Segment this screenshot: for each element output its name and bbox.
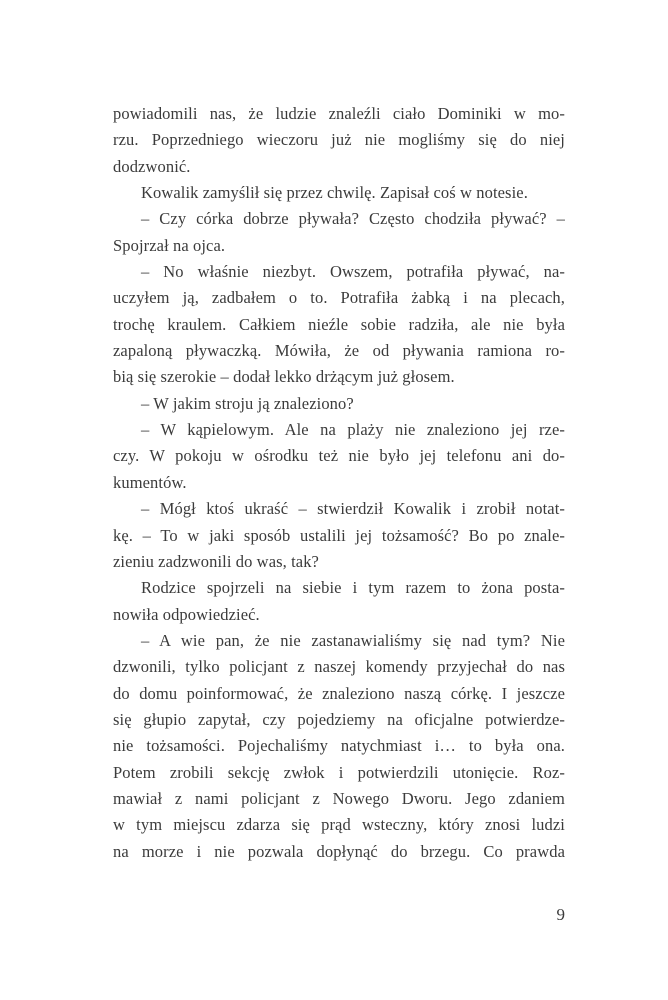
- text-line: zieniu zadzwonili do was, tak?: [113, 551, 319, 571]
- text-line: bią się szerokie – dodał lekko drżącym już głosem.: [113, 367, 455, 387]
- text-line: powiadomili nas, że ludzie znaleźli ciało Dominiki w mo-: [113, 104, 565, 123]
- text-line: Spojrzał na ojca.: [113, 235, 226, 255]
- text-line: rzu. Poprzedniego wieczoru już nie mogliśmy się do niej: [113, 130, 565, 150]
- text-line: nowiła odpowiedzieć.: [113, 604, 260, 624]
- body-text: [113, 101, 565, 865]
- text-line: Kowalik zamyślił się przez chwilę. Zapisał coś w notesie.: [141, 183, 528, 203]
- text-line: – A wie pan, że nie zastanawialiśmy się nad tym? Nie: [141, 630, 565, 650]
- text-line: zapaloną pływaczką. Mówiła, że od pływania ramiona ro-: [113, 341, 565, 361]
- text-line: Potem zrobili sekcję zwłok i potwierdzili utonięcie. Roz-: [113, 762, 565, 782]
- text-line: – Mógł ktoś ukraść – stwierdził Kowalik i zrobił notat-: [141, 499, 565, 519]
- text-line: się głupio zapytał, czy pojedziemy na oficjalne potwierdze-: [113, 709, 565, 729]
- text-line: kę. – To w jaki sposób ustalili jej tożsamość? Bo po znale-: [113, 525, 565, 545]
- text-line: do domu poinformować, że znaleziono naszą córkę. I jeszcze: [113, 683, 565, 703]
- text-line: nie tożsamości. Pojechaliśmy natychmiast i… to była ona.: [113, 736, 565, 756]
- page-number: 9: [556, 905, 565, 924]
- text-line: trochę kraulem. Całkiem nieźle sobie radziła, ale nie była: [113, 314, 565, 334]
- text-line: – Czy córka dobrze pływała? Często chodziła pływać? –: [141, 209, 565, 229]
- text-line: kumentów.: [113, 472, 187, 492]
- text-line: mawiał z nami policjant z Nowego Dworu. Jego zdaniem: [113, 788, 565, 808]
- text-line: dodzwonić.: [113, 156, 191, 176]
- text-line: – W kąpielowym. Ale na plaży nie znaleziono jej rze-: [141, 420, 565, 440]
- text-line: dzwonili, tylko policjant z naszej komendy przyjechał do nas: [113, 657, 565, 677]
- text-line: – No właśnie niezbyt. Owszem, potrafiła pływać, na-: [141, 262, 565, 282]
- text-line: czy. W pokoju w ośrodku też nie było jej telefonu ani do-: [113, 446, 565, 466]
- text-line: w tym miejscu zdarza się prąd wsteczny, który znosi ludzi: [113, 815, 565, 835]
- text-line: na morze i nie pozwala dopłynąć do brzegu. Co prawda: [113, 841, 565, 861]
- text-line: uczyłem ją, zadbałem o to. Potrafiła żabką i na plecach,: [113, 288, 565, 308]
- text-line: – W jakim stroju ją znaleziono?: [141, 393, 354, 413]
- text-line: Rodzice spojrzeli na siebie i tym razem to żona posta-: [141, 578, 565, 598]
